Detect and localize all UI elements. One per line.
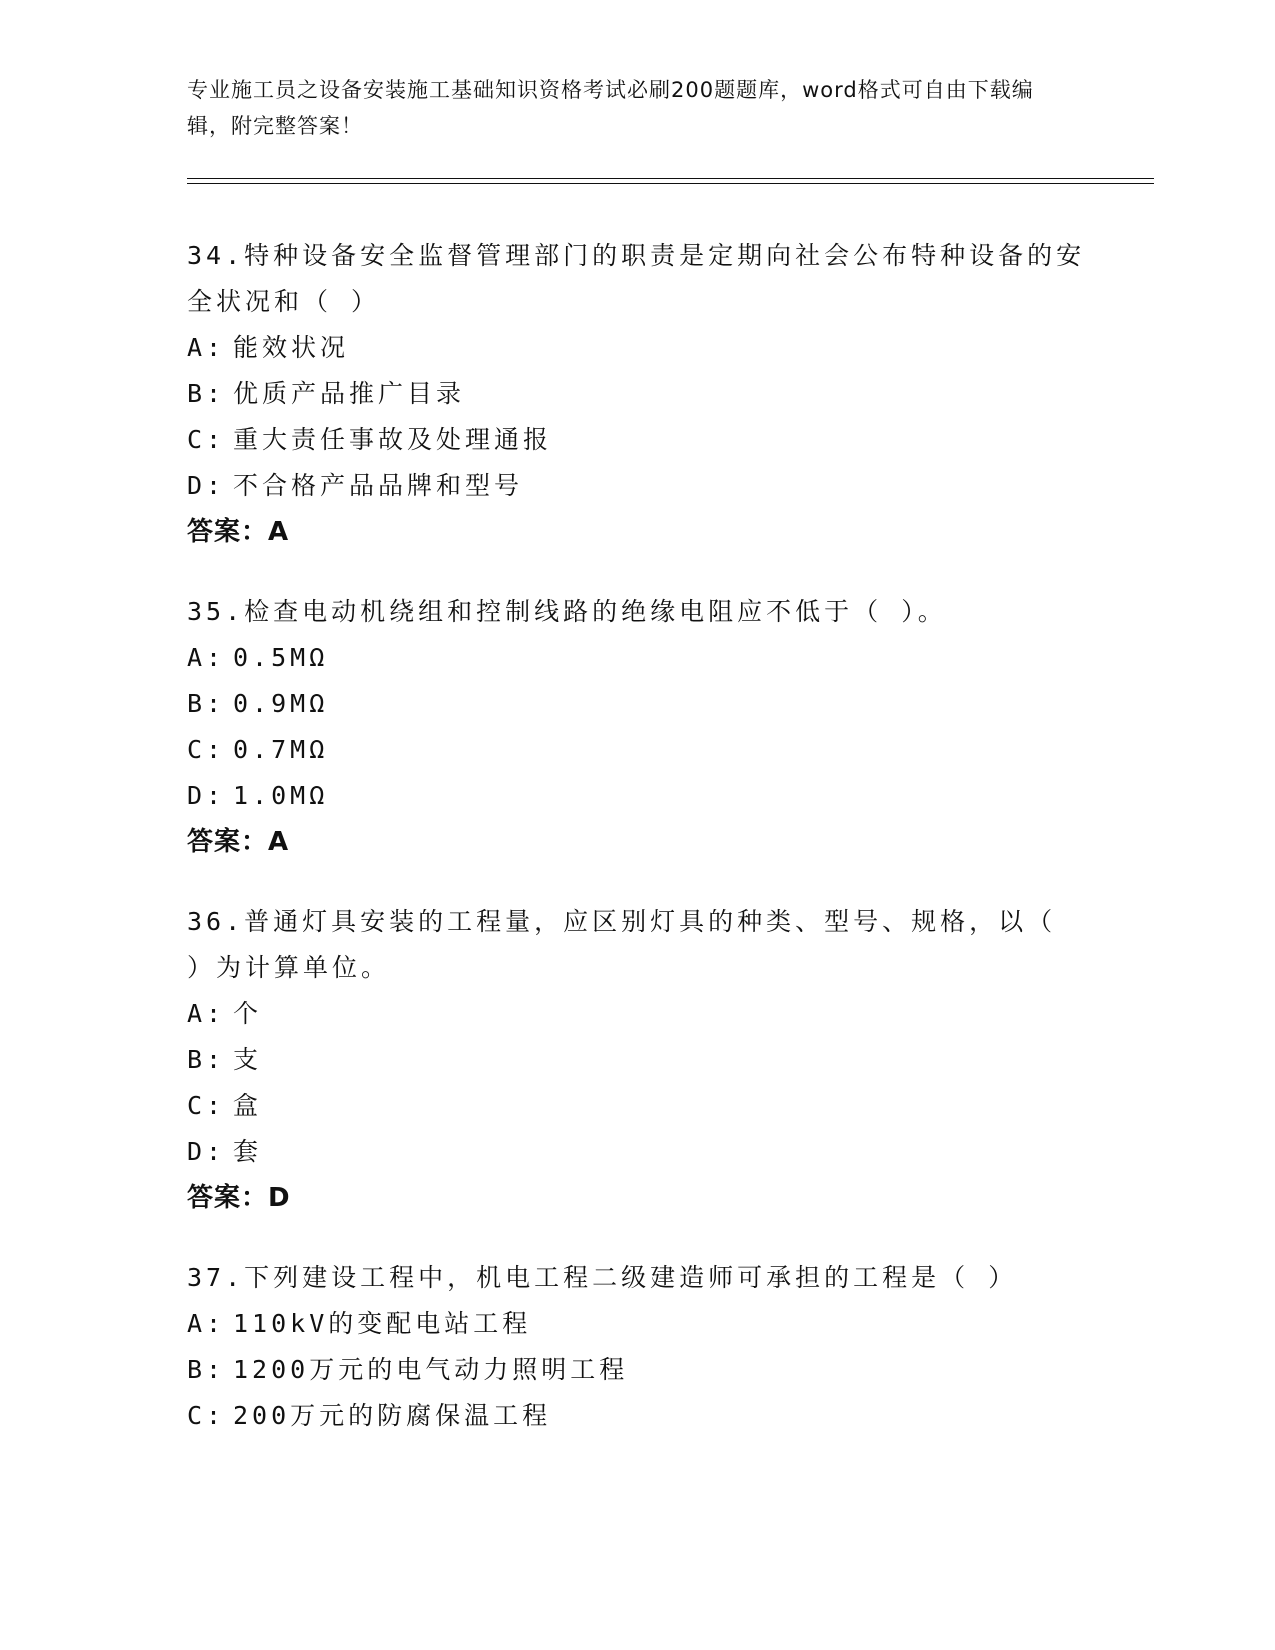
question-list — [187, 233, 1087, 1473]
option-c — [187, 417, 1087, 463]
option-a — [187, 635, 1087, 681]
option-a — [187, 991, 1087, 1037]
option-text: 110kV的变配电站工程 — [233, 1309, 532, 1338]
option-text: 支 — [233, 1045, 263, 1074]
option-text: 重大责任事故及处理通报 — [233, 425, 553, 454]
option-b — [187, 1347, 1087, 1393]
option-letter: D: — [187, 781, 226, 810]
option-letter: C: — [187, 735, 226, 764]
option-letter: D: — [187, 471, 226, 500]
option-letter: B: — [187, 1355, 226, 1384]
answer-line: 答案：D — [187, 1183, 291, 1213]
option-d — [187, 773, 1087, 819]
question-37 — [187, 1255, 1087, 1439]
header-divider-bottom — [187, 183, 1154, 184]
question-stem: 36.普通灯具安装的工程量，应区别灯具的种类、型号、规格，以（ ）为计算单位。 — [187, 907, 1057, 982]
option-b — [187, 1037, 1087, 1083]
option-a — [187, 1301, 1087, 1347]
option-c — [187, 1393, 1087, 1439]
option-letter: B: — [187, 1045, 226, 1074]
document-header: 专业施工员之设备安装施工基础知识资格考试必刷200题题库，word格式可自由下载编辑，附完整答案！ — [187, 78, 1034, 138]
option-a — [187, 325, 1087, 371]
option-letter: C: — [187, 425, 226, 454]
question-35 — [187, 589, 1087, 865]
option-letter: D: — [187, 1137, 226, 1166]
answer-line: 答案：A — [187, 517, 290, 547]
option-text: 个 — [233, 999, 263, 1028]
option-letter: C: — [187, 1401, 226, 1430]
question-stem: 34.特种设备安全监督管理部门的职责是定期向社会公布特种设备的安全状况和（ ） — [187, 241, 1086, 316]
option-text: 套 — [233, 1137, 263, 1166]
option-text: 0.5MΩ — [233, 643, 329, 672]
option-text: 0.9MΩ — [233, 689, 329, 718]
option-text: 200万元的防腐保温工程 — [233, 1401, 552, 1430]
option-text: 优质产品推广目录 — [233, 379, 466, 408]
option-text: 不合格产品品牌和型号 — [233, 471, 524, 500]
question-stem: 35.检查电动机绕组和控制线路的绝缘电阻应不低于（ ）。 — [187, 597, 947, 626]
header-divider-top — [187, 178, 1154, 179]
option-text: 1.0MΩ — [233, 781, 329, 810]
option-letter: C: — [187, 1091, 226, 1120]
question-34 — [187, 233, 1087, 555]
option-text: 能效状况 — [233, 333, 350, 362]
question-stem: 37.下列建设工程中，机电工程二级建造师可承担的工程是（ ） — [187, 1263, 1018, 1292]
option-letter: A: — [187, 999, 226, 1028]
option-b — [187, 371, 1087, 417]
option-d — [187, 463, 1087, 509]
option-letter: B: — [187, 689, 226, 718]
question-36 — [187, 899, 1087, 1221]
option-text: 1200万元的电气动力照明工程 — [233, 1355, 629, 1384]
option-text: 盒 — [233, 1091, 263, 1120]
option-text: 0.7MΩ — [233, 735, 329, 764]
option-letter: B: — [187, 379, 226, 408]
option-c — [187, 727, 1087, 773]
answer-line: 答案：A — [187, 827, 290, 857]
option-d — [187, 1129, 1087, 1175]
option-letter: A: — [187, 643, 226, 672]
option-b — [187, 681, 1087, 727]
option-letter: A: — [187, 333, 226, 362]
option-c — [187, 1083, 1087, 1129]
option-letter: A: — [187, 1309, 226, 1338]
